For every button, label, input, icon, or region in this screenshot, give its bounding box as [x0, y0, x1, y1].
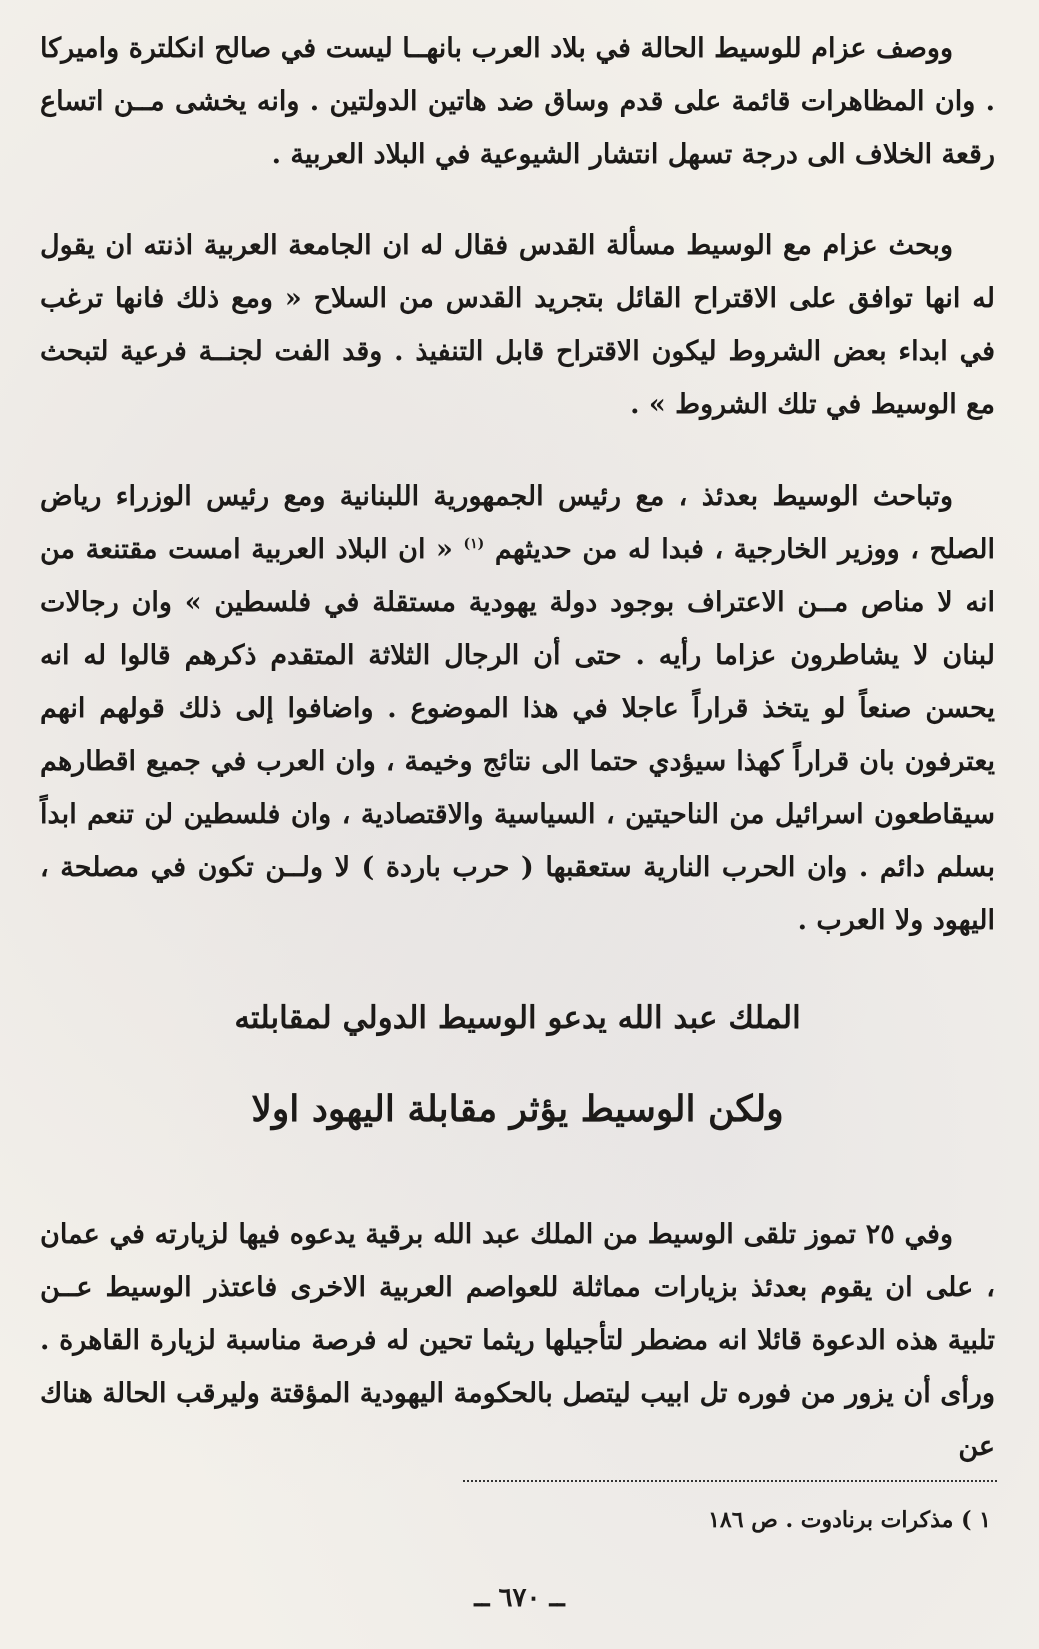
paragraph-4-text: وفي ٢٥ تموز تلقى الوسيط من الملك عبد الله برقية يدعوه فيها لزيارته في عمان ، على ان يقوم بعدئذ بزيارات مماثلة للعواصم العربية الاخرى فاعتذر الوسيط عــن تلبية هذه الدعوة قائلا انه مضطر لتأجيلها ريثما تحين له فرصة مناسبة لزيارة القاهرة . ورأى أن يزور من فوره تل ابيب ليتصل بالحكومة اليهودية المؤقتة وليرقب الحالة هناك عن	[40, 1219, 995, 1462]
footnote-separator	[463, 1480, 997, 1482]
paragraph-4	[40, 1208, 995, 1473]
footnote: ١ ) مذكرات برنادوت . ص ١٨٦	[708, 1507, 991, 1533]
section-heading-1: الملك عبد الله يدعو الوسيط الدولي لمقابلته	[234, 1000, 801, 1036]
section-heading-2: ولكن الوسيط يؤثر مقابلة اليهود اولا	[251, 1088, 784, 1130]
paragraph-1	[40, 22, 995, 181]
paragraph-3-text-start: وتباحث الوسيط بعدئذ ، مع رئيس الجمهورية اللبنانية ومع رئيس الوزراء رياض الصلح ، ووزير الخارجية ، فبدا له من حديثهم	[40, 481, 995, 565]
page-number: ــ ٦٧٠ ــ	[474, 1583, 565, 1613]
paragraph-2	[40, 219, 995, 431]
footnote-reference: (١)	[463, 536, 485, 552]
paragraph-3-text-end: « ان البلاد العربية امست مقتنعة من انه لا مناص مــن الاعتراف بوجود دولة يهودية مستقلة في فلسطين » وان رجالات لبنان لا يشاطرون عزاما رأيه . حتى أن الرجال الثلاثة المتقدم ذكرهم قالوا له انه يحسن صنعاً لو يتخذ قراراً عاجلا في هذا الموضوع . واضافوا إلى ذلك قولهم انهم يعترفون بان قراراً كهذا سيؤدي حتما الى نتائج وخيمة ، وان العرب في جميع اقطارهم سيقاطعون اسرائيل من الناحيتين ، السياسية والاقتصادية ، وان فلسطين لن تنعم ابداً بسلم دائم . وان الحرب النارية ستعقبها ( حرب باردة ) لا ولــن تكون في مصلحة ، اليهود ولا العرب .	[40, 534, 995, 936]
paragraph-1-text: ووصف عزام للوسيط الحالة في بلاد العرب بانهــا ليست في صالح انكلترة واميركا . وان المظاهرات قائمة على قدم وساق ضد هاتين الدولتين . وانه يخشى مــن اتساع رقعة الخلاف الى درجة تسهل انتشار الشيوعية في البلاد العربية .	[40, 33, 995, 170]
paragraph-3-content	[40, 470, 995, 947]
paragraph-2-text: وبحث عزام مع الوسيط مسألة القدس فقال له ان الجامعة العربية اذنته ان يقول له انها توافق على الاقتراح القائل بتجريد القدس من السلاح « ومع ذلك فانها ترغب في ابداء بعض الشروط ليكون الاقتراح قابل التنفيذ . وقد الفت لجنــة فرعية لتبحث مع الوسيط في تلك الشروط » .	[40, 230, 995, 420]
paragraph-3	[40, 470, 995, 947]
